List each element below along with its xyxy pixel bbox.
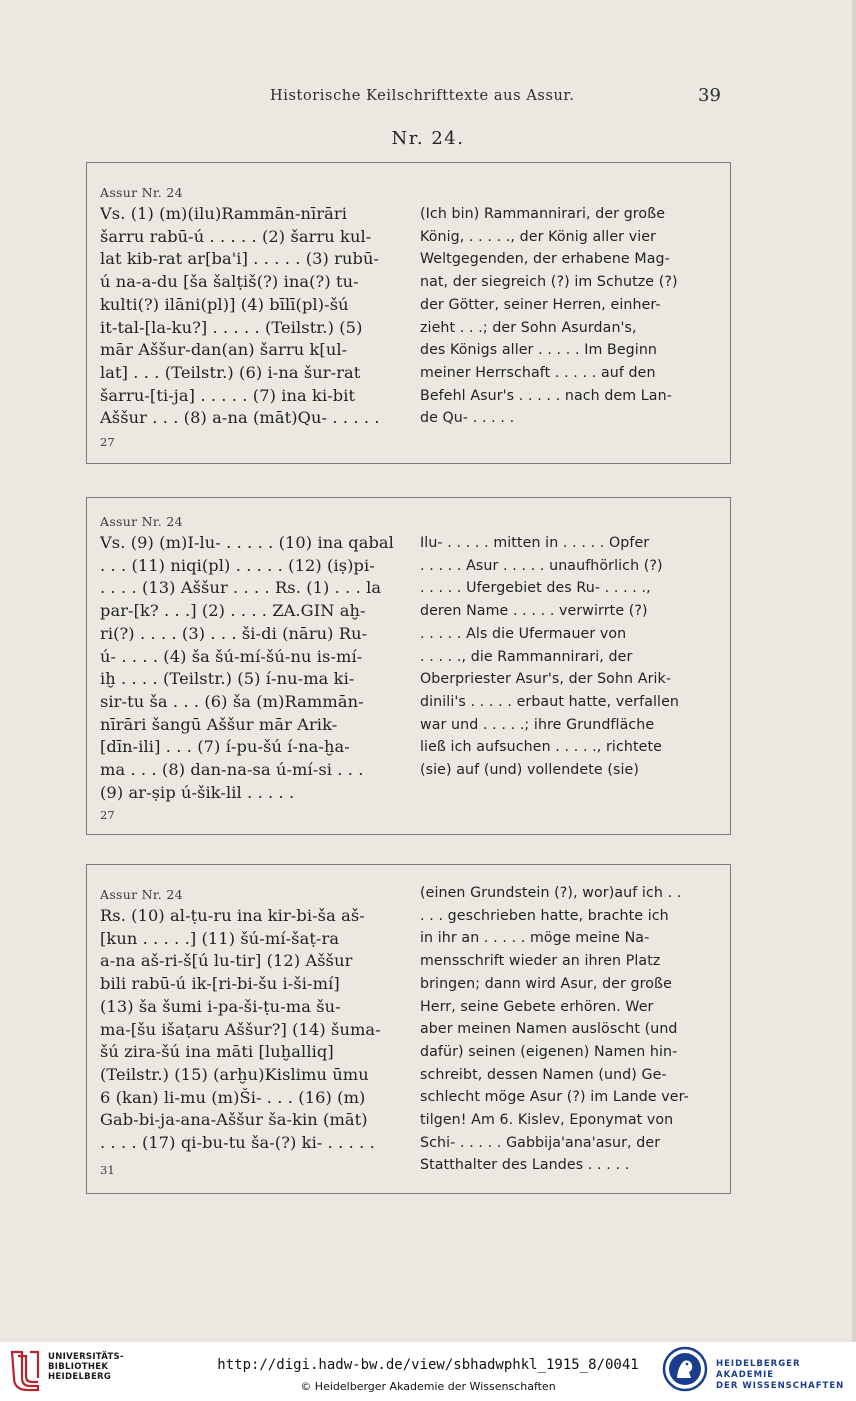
transliteration-line: bili rabū-ú ik-[ri-bi-šu i-ši-mí] [100, 974, 340, 994]
transliteration-line: nīrāri šangū Aššur mār Arik- [100, 714, 338, 734]
translation-line: nat, der siegreich (?) im Schutze (?) [420, 274, 678, 291]
block-right-rule [730, 163, 731, 463]
block-label: Assur Nr. 24 [100, 887, 183, 902]
transliteration-line: Gab-bi-ja-ana-Aššur ša-kin (māt) [100, 1110, 368, 1130]
copyright-notice: © Heidelberger Akademie der Wissenschaften [300, 1380, 556, 1393]
translation-line: war und . . . . .; ihre Grundfläche [420, 716, 655, 733]
translation-line: (einen Grundstein (?), wor)auf ich . . [420, 885, 682, 901]
translation-line: schreibt, dessen Namen (und) Ge- [420, 1066, 667, 1083]
translation-line: . . . geschrieben hatte, brachte ich [420, 907, 669, 924]
translation-line: (Ich bin) Rammannirari, der große [420, 206, 666, 222]
document-title: Nr. 24. [391, 128, 465, 149]
translation-line: in ihr an . . . . . möge meine Na- [420, 930, 650, 947]
block-left-rule [86, 163, 87, 463]
transliteration-line: Rs. (10) al-ṭu-ru ina kir-bi-ša aš- [100, 906, 365, 925]
translation-line: de Qu- . . . . . [420, 410, 515, 427]
transliteration-line: iḫ . . . . (Teilstr.) (5) í-nu-ma ki- [100, 669, 355, 689]
translation-line: mensschrift wieder an ihren Platz [420, 953, 661, 970]
academy-seal-icon [662, 1346, 708, 1392]
translation-line: Schi- . . . . . Gabbija'ana'asur, der [420, 1134, 661, 1151]
translation-line: schlecht möge Asur (?) im Lande ver- [420, 1089, 689, 1106]
transliteration-line: sir-tu ša . . . (6) ša (m)Rammān- [100, 691, 364, 711]
academy-name [716, 1359, 856, 1392]
transliteration-line: 6 (kan) li-mu (m)Ši- . . . (16) (m) [100, 1087, 366, 1107]
translation-column [420, 532, 720, 782]
academy-name-line: DER WISSENSCHAFTEN [716, 1381, 845, 1391]
transliteration-line: (13) ša šumi i-pa-ši-ṭu-ma šu- [100, 996, 341, 1016]
transliteration-line: . . . . (17) qi-bu-tu ša-(?) ki- . . . . . [100, 1133, 375, 1153]
transliteration-line: a-na aš-ri-š[ú lu-tir] (12) Aššur [100, 951, 353, 971]
translation-line: deren Name . . . . . verwirrte (?) [420, 603, 648, 620]
translation-line: . . . . . Ufergebiet des Ru- . . . . ., [420, 580, 651, 597]
translation-line: ließ ich aufsuchen . . . . ., richtete [420, 739, 662, 756]
transliteration-column [100, 905, 400, 1155]
transliteration-line: [dīn-ili] . . . (7) í-pu-šú í-na-ḫa- [100, 737, 350, 757]
translation-line: aber meinen Namen auslöscht (und [420, 1021, 678, 1038]
transliteration-column [100, 532, 400, 804]
transliteration-line: it-tal-[la-ku?] . . . . . (Teilstr.) (5) [100, 317, 363, 337]
block-footer-number: 31 [100, 1163, 115, 1177]
text-block-2 [86, 497, 731, 835]
transliteration-line: . . . (11) niqi(pl) . . . . . (12) (iṣ)pi- [100, 555, 375, 575]
block-label: Assur Nr. 24 [100, 185, 183, 200]
block-left-rule [86, 865, 87, 1193]
transliteration-line: šú zira-šú ina māti [luḫalliq] [100, 1042, 334, 1062]
library-name-line: BIBLIOTHEK [48, 1362, 109, 1372]
translation-column [420, 203, 720, 430]
block-right-rule [730, 498, 731, 834]
transliteration-line: [kun . . . . .] (11) šú-mí-šaṭ-ra [100, 928, 340, 948]
translation-line: . . . . . Als die Ufermauer von [420, 625, 627, 642]
transliteration-line: Aššur . . . (8) a-na (māt)Qu- . . . . . [100, 408, 380, 428]
block-footer-number: 27 [100, 435, 115, 449]
translation-line: . . . . ., die Rammannirari, der [420, 648, 633, 665]
transliteration-line: ú- . . . . (4) ša šú-mí-šú-nu is-mí- [100, 646, 363, 666]
translation-line: . . . . . Asur . . . . . unaufhörlich (?) [420, 557, 663, 574]
translation-line: tilgen! Am 6. Kislev, Eponymat von [420, 1112, 674, 1129]
translation-line: des Königs aller . . . . . Im Beginn [420, 342, 658, 359]
translation-line: König, . . . . ., der König aller vier [420, 228, 656, 245]
permalink-url[interactable]: http://digi.hadw-bw.de/view/sbhadwphkl_1915_8/0041 [217, 1357, 639, 1373]
translation-line: Herr, seine Gebete erhören. Wer [420, 998, 654, 1015]
translation-line: Weltgegenden, der erhabene Mag- [420, 251, 670, 268]
academy-name-line: HEIDELBERGER AKADEMIE [716, 1359, 801, 1380]
transliteration-line: ú na-a-du [ša šalṭiš(?) ina(?) tu- [100, 272, 359, 292]
viewer-footer [0, 1342, 856, 1401]
translation-line: Befehl Asur's . . . . . nach dem Lan- [420, 387, 672, 404]
text-block-3 [86, 864, 731, 1194]
transliteration-line: Vs. (1) (m)(ilu)Rammān-nīrāri [100, 204, 348, 223]
translation-line: zieht . . .; der Sohn Asurdan's, [420, 319, 637, 336]
transliteration-line: kulti(?) ilāni(pl)] (4) bīlī(pl)-šú [100, 294, 349, 314]
transliteration-line: ma . . . (8) dan-na-sa ú-mí-si . . . [100, 760, 364, 780]
block-footer-number: 27 [100, 808, 115, 822]
translation-line: Ilu- . . . . . mitten in . . . . . Opfer [420, 535, 650, 551]
transliteration-line: (9) ar-ṣip ú-šik-lil . . . . . [100, 782, 295, 802]
translation-line: dinili's . . . . . erbaut hatte, verfallen [420, 693, 679, 710]
transliteration-line: šarru-[ti-ja] . . . . . (7) ina ki-bit [100, 385, 356, 405]
page-edge [852, 0, 856, 1342]
transliteration-line: ri(?) . . . . (3) . . . ši-di (nāru) Ru- [100, 623, 368, 643]
transliteration-line: ma-[šu išaṭaru Aššur?] (14) šuma- [100, 1019, 381, 1039]
translation-column [420, 882, 720, 1177]
transliteration-line: par-[k? . . .] (2) . . . . ZA.GIN aḫ- [100, 601, 366, 621]
running-head [0, 85, 856, 108]
translation-line: meiner Herrschaft . . . . . auf den [420, 364, 656, 381]
transliteration-line: lat] . . . (Teilstr.) (6) i-na šur-rat [100, 362, 361, 382]
library-name-line: UNIVERSITÄTS- [48, 1352, 124, 1362]
translation-line: Oberpriester Asur's, der Sohn Arik- [420, 671, 672, 688]
transliteration-line: lat kib-rat ar[ba'i] . . . . . (3) rubū- [100, 249, 380, 269]
text-block-1 [86, 162, 731, 464]
running-head-title: Historische Keilschrifttexte aus Assur. [270, 88, 575, 104]
transliteration-line: šarru rabū-ú . . . . . (2) šarru kul- [100, 226, 372, 246]
transliteration-line: (Teilstr.) (15) (arḫu)Kislimu ūmu [100, 1064, 369, 1084]
block-left-rule [86, 498, 87, 834]
translation-line: bringen; dann wird Asur, der große [420, 975, 672, 992]
block-right-rule [730, 865, 731, 1193]
transliteration-line: mār Aššur-dan(an) šarru k[ul- [100, 340, 348, 360]
translation-line: dafür) seinen (eigenen) Namen hin- [420, 1043, 678, 1060]
transliteration-line: . . . . (13) Aššur . . . . Rs. (1) . . . la [100, 578, 382, 598]
transliteration-line: Vs. (9) (m)I-lu- . . . . . (10) ina qabal [100, 533, 394, 552]
translation-line: Statthalter des Landes . . . . . [420, 1157, 630, 1174]
block-label: Assur Nr. 24 [100, 514, 183, 529]
translation-line: (sie) auf (und) vollendete (sie) [420, 762, 639, 779]
transliteration-column [100, 203, 400, 430]
library-name-line: HEIDELBERG [48, 1372, 112, 1382]
translation-line: der Götter, seiner Herren, einher- [420, 296, 661, 313]
page-number: 39 [698, 85, 721, 106]
